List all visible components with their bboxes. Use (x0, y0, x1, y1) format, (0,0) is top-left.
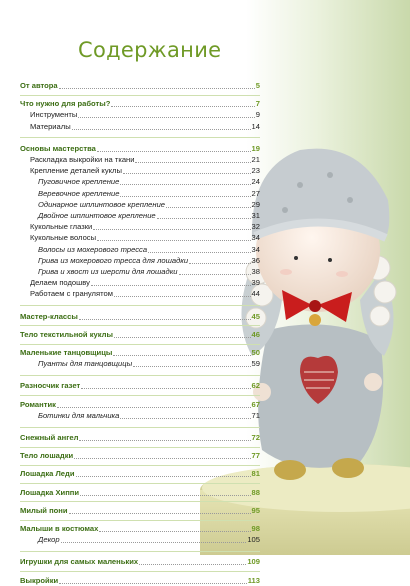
toc-dot-leader (76, 476, 251, 477)
toc-entry-title: Раскладка выкройки на ткани (30, 155, 135, 164)
toc-dot-leader (74, 458, 250, 459)
doll-shoe (274, 460, 306, 480)
toc-entry-title: Лошадка Хиппи (20, 487, 80, 497)
toc-separator (20, 483, 260, 484)
toc-dot-leader (61, 542, 247, 543)
toc-entry-title: Материалы (30, 121, 71, 131)
toc-entry[interactable] (20, 468, 260, 479)
toc-separator (20, 325, 260, 326)
toc-dot-leader (72, 129, 251, 130)
toc-page-number: 34 (251, 233, 260, 243)
toc-entry-title: Крепление деталей куклы (30, 166, 122, 176)
toc-separator (20, 551, 260, 552)
toc-page-number: 24 (251, 177, 260, 187)
toc-dot-leader (111, 106, 254, 107)
toc-entry-title: Пуговичное крепление (38, 177, 120, 187)
toc-entry[interactable] (20, 98, 260, 109)
toc-entry-title: Пуанты для танцовщицы (38, 359, 133, 369)
toc-entry[interactable] (30, 277, 260, 288)
toc-entry-title: Тело текстильной куклы (20, 329, 113, 339)
toc-entry[interactable] (38, 176, 260, 187)
toc-entry[interactable] (38, 199, 260, 210)
toc-page-number: 44 (251, 289, 260, 299)
toc-entry[interactable] (20, 523, 260, 534)
toc-page-number: 59 (251, 359, 260, 369)
toc-entry-title: Одинарное шплинтовое крепление (38, 199, 166, 209)
toc-entry[interactable] (38, 266, 260, 277)
toc-dot-leader (80, 495, 250, 496)
toc-dot-leader (189, 263, 250, 264)
toc-dot-leader (59, 583, 247, 584)
toc-entry[interactable] (38, 188, 260, 199)
toc-entry[interactable] (38, 358, 260, 369)
toc-page-number: 77 (251, 451, 260, 461)
toc-page-number: 50 (251, 348, 260, 357)
toc-entry-title: Что нужно для работы? (20, 99, 111, 109)
toc-entry[interactable] (20, 347, 260, 358)
toc-entry[interactable] (38, 210, 260, 221)
toc-entry-title: Кукольные глазки (30, 222, 93, 232)
toc-entry-title: Грива и хвост из шерсти для лошадки (38, 267, 178, 276)
toc-page-number: 32 (251, 222, 260, 232)
toc-entry[interactable] (30, 121, 260, 132)
toc-separator (20, 427, 260, 428)
toc-entry-title: Веревочное крепление (38, 188, 120, 198)
toc-dot-leader (79, 319, 251, 320)
toc-page-number: 5 (255, 81, 260, 90)
toc-page-number: 21 (251, 155, 260, 164)
toc-dot-leader (120, 184, 250, 185)
toc-entry-title: Выкройки (20, 575, 59, 585)
toc-page-number: 9 (255, 110, 260, 120)
toc-entry[interactable] (20, 143, 260, 154)
toc-entry[interactable] (38, 255, 260, 266)
toc-page-number: 62 (251, 381, 260, 391)
toc-entry-title: Кукольные волосы (30, 233, 97, 243)
toc-entry[interactable] (20, 575, 260, 586)
toc-page-number: 95 (251, 505, 260, 515)
toc-page-number: 14 (251, 121, 260, 131)
toc-entry[interactable] (38, 410, 260, 421)
toc-separator (20, 344, 260, 345)
toc-entry-title: Инструменты (30, 110, 78, 120)
toc-dot-leader (97, 240, 250, 241)
toc-dot-leader (120, 196, 250, 197)
toc-separator (20, 395, 260, 396)
toc-page-number: 71 (251, 410, 260, 420)
toc-separator (20, 305, 260, 306)
toc-entry[interactable] (20, 505, 260, 516)
toc-entry-title: Лошадка Леди (20, 469, 75, 479)
toc-dot-leader (123, 173, 251, 174)
toc-dot-leader (93, 229, 250, 230)
toc-entry-title: Мастер-классы (20, 311, 78, 321)
toc-entry[interactable] (30, 221, 260, 232)
toc-page-number: 113 (247, 575, 260, 585)
toc-entry[interactable] (38, 534, 260, 545)
toc-entry-title: Романтик (20, 399, 56, 409)
toc-entry[interactable] (30, 165, 260, 176)
toc-entry-title: Основы мастерства (20, 143, 96, 153)
toc-dot-leader (99, 531, 250, 532)
toc-page-number: 31 (251, 211, 260, 220)
toc-dot-leader (157, 218, 251, 219)
toc-entry[interactable] (30, 154, 260, 165)
toc-entry[interactable] (20, 399, 260, 410)
toc-entry[interactable] (20, 450, 260, 461)
toc-separator (20, 95, 260, 96)
toc-separator (20, 571, 260, 572)
toc-dot-leader (139, 564, 246, 565)
toc-separator (20, 137, 260, 138)
toc-page-number: 67 (251, 399, 260, 409)
bell (309, 314, 321, 326)
toc-dot-leader (57, 407, 251, 408)
toc-entry-title: Волосы из мохерового трессa (38, 244, 148, 254)
toc-entry-title: Работаем с гранулятом (30, 289, 113, 299)
toc-entry-title: Делаем подошву (30, 278, 90, 288)
toc-entry[interactable] (20, 432, 260, 443)
toc-entry[interactable] (20, 556, 260, 567)
toc-page-number: 34 (251, 244, 260, 254)
toc-entry-title: От автора (20, 81, 58, 90)
toc-entry-title: Милый пони (20, 505, 68, 515)
toc-dot-leader (148, 252, 250, 253)
toc-separator (20, 520, 260, 521)
toc-dot-leader (78, 117, 254, 118)
toc-page-number: 36 (251, 255, 260, 265)
toc-page-number: 45 (251, 311, 260, 321)
toc-entry-title: Двойное шплинтовое крепление (38, 211, 156, 220)
toc-page-number: 88 (251, 487, 260, 497)
toc-entry-title: Малыши в костюмах (20, 524, 99, 533)
toc-entry-title: Разносчик газет (20, 381, 81, 391)
toc-dot-leader (59, 88, 255, 89)
toc-page-number: 39 (251, 278, 260, 288)
toc-dot-leader (79, 440, 250, 441)
toc-dot-leader (81, 388, 250, 389)
toc-entry-title: Игрушки для самых маленьких (20, 557, 139, 567)
toc-page-number: 109 (247, 557, 260, 567)
toc-entry-title: Декор (38, 535, 60, 545)
toc-page-number: 19 (251, 143, 260, 153)
toc-dot-leader (120, 418, 250, 419)
toc-page-number: 81 (251, 469, 260, 479)
toc-entry-title: Тело лошадки (20, 451, 74, 461)
toc-entry[interactable] (20, 329, 260, 340)
toc-entry-title: Грива из мохерового трессa для лошадки (38, 255, 189, 265)
toc-page-number: 72 (251, 433, 260, 442)
toc-entry[interactable] (38, 244, 260, 255)
toc-entry[interactable] (30, 288, 260, 299)
toc-dot-leader (135, 162, 250, 163)
toc-entry[interactable] (20, 80, 260, 91)
toc-dot-leader (97, 151, 251, 152)
toc-entry-title: Ботинки для мальчика (38, 410, 120, 420)
toc-dot-leader (179, 274, 251, 275)
toc-entry[interactable] (20, 311, 260, 322)
toc-separator (20, 465, 260, 466)
toc-dot-leader (91, 285, 251, 286)
toc-dot-leader (166, 207, 251, 208)
toc-page-number: 29 (251, 199, 260, 209)
toc-dot-leader (133, 366, 250, 367)
toc-entry-title: Маленькие танцовщицы (20, 348, 113, 357)
toc-dot-leader (113, 355, 250, 356)
toc-dot-leader (114, 337, 251, 338)
toc-page-number: 105 (247, 535, 260, 545)
toc-entry[interactable] (20, 487, 260, 498)
toc-page-number: 27 (251, 188, 260, 198)
page-title: Содержание (78, 38, 222, 62)
toc-page-number: 46 (251, 329, 260, 339)
toc-entry-title: Снежный ангел (20, 433, 79, 442)
toc-entry[interactable] (20, 380, 260, 391)
toc-entry[interactable] (30, 109, 260, 120)
toc-page-number: 38 (251, 267, 260, 276)
toc-page-number: 98 (251, 524, 260, 533)
toc-separator (20, 501, 260, 502)
toc-page-number: 7 (255, 99, 260, 109)
toc-dot-leader (69, 513, 251, 514)
toc-entry[interactable] (30, 232, 260, 243)
toc-dot-leader (114, 296, 251, 297)
toc-separator (20, 375, 260, 376)
toc-separator (20, 447, 260, 448)
toc-page-number: 23 (251, 166, 260, 176)
